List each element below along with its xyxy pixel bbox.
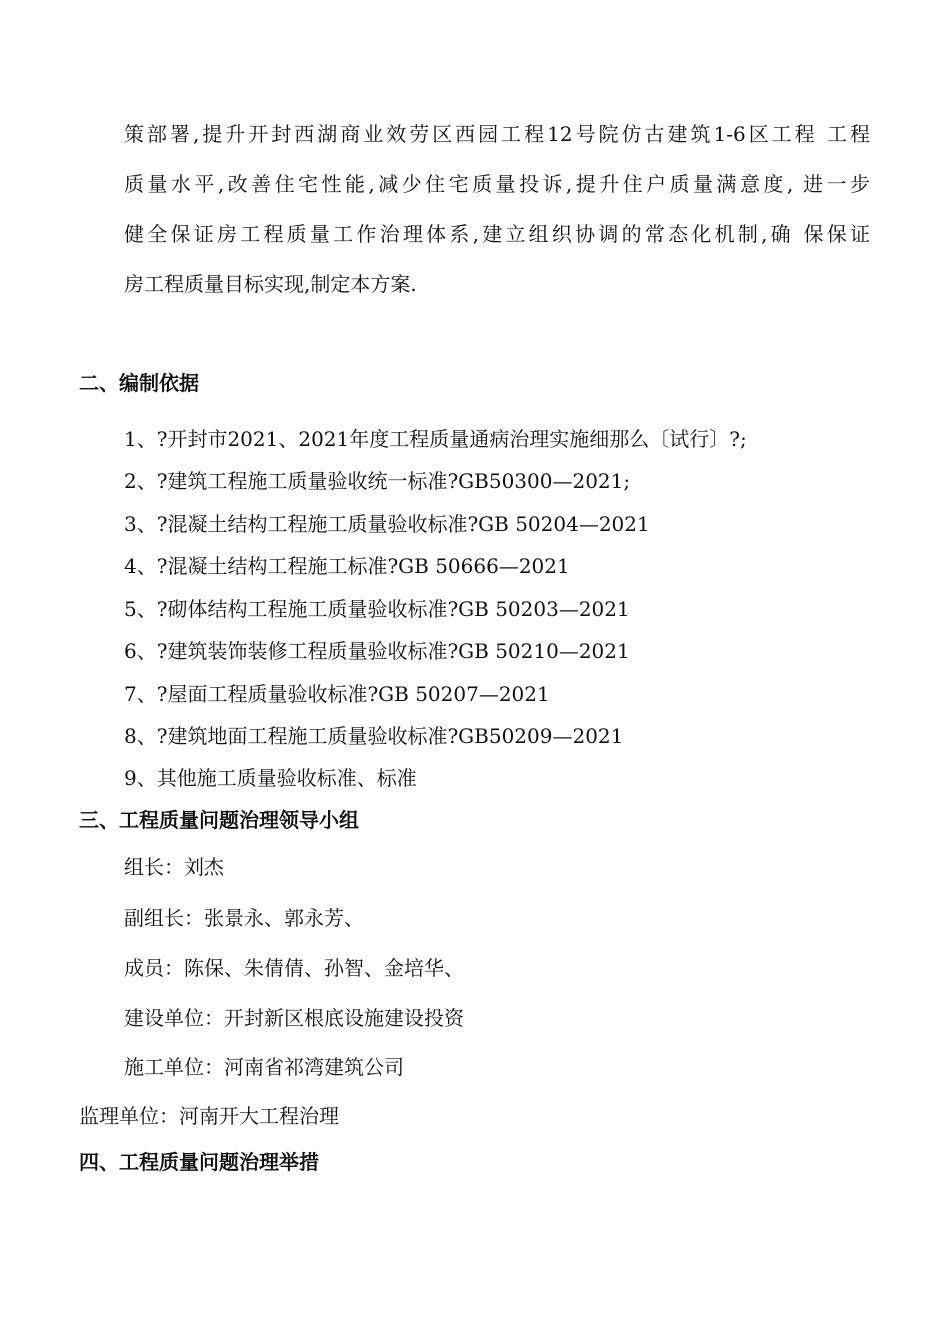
- basis-item-3: 3、?混凝土结构工程施工质量验收标准?GB 50204—2021: [124, 512, 650, 536]
- member-supervision: 监理单位：河南开大工程治理: [79, 1104, 339, 1128]
- member-contractor: 施工单位：河南省祁湾建筑公司: [124, 1055, 404, 1079]
- member-leader: 组长：刘杰: [124, 855, 224, 879]
- intro-line-3: 健全保证房工程质量工作治理体系,建立组织协调的常态化机制,确 保保证: [124, 222, 870, 246]
- basis-item-5: 5、?砌体结构工程施工质量验收标准?GB 50203—2021: [124, 597, 630, 621]
- intro-line-2: 质量水平,改善住宅性能,减少住宅质量投诉,提升住户质量满意度, 进一步: [124, 172, 870, 196]
- intro-line-1: 策部署,提升开封西湖商业效劳区西园工程12号院仿古建筑1-6区工程 工程: [124, 122, 870, 146]
- basis-item-8: 8、?建筑地面工程施工质量验收标准?GB50209—2021: [124, 724, 624, 748]
- basis-item-2: 2、?建筑工程施工质量验收统一标准?GB50300—2021;: [124, 469, 631, 493]
- member-construction-owner: 建设单位：开封新区根底设施建设投资: [124, 1006, 464, 1030]
- member-deputy-leader: 副组长：张景永、郭永芳、: [124, 906, 364, 930]
- section-2-title: 二、编制依据: [79, 371, 199, 395]
- basis-item-4: 4、?混凝土结构工程施工标准?GB 50666—2021: [124, 554, 570, 578]
- member-members: 成员：陈保、朱倩倩、孙智、金培华、: [124, 956, 464, 980]
- section-3-title: 三、工程质量问题治理领导小组: [79, 808, 359, 832]
- basis-item-9: 9、其他施工质量验收标准、标准: [124, 766, 417, 790]
- intro-line-4: 房工程质量目标实现,制定本方案.: [124, 272, 417, 296]
- basis-item-7: 7、?屋面工程质量验收标准?GB 50207—2021: [124, 682, 550, 706]
- section-4-title: 四、工程质量问题治理举措: [79, 1150, 319, 1174]
- basis-item-1: 1、?开封市2021、2021年度工程质量通病治理实施细那么〔试行〕?;: [124, 427, 747, 451]
- basis-item-6: 6、?建筑装饰装修工程质量验收标准?GB 50210—2021: [124, 639, 630, 663]
